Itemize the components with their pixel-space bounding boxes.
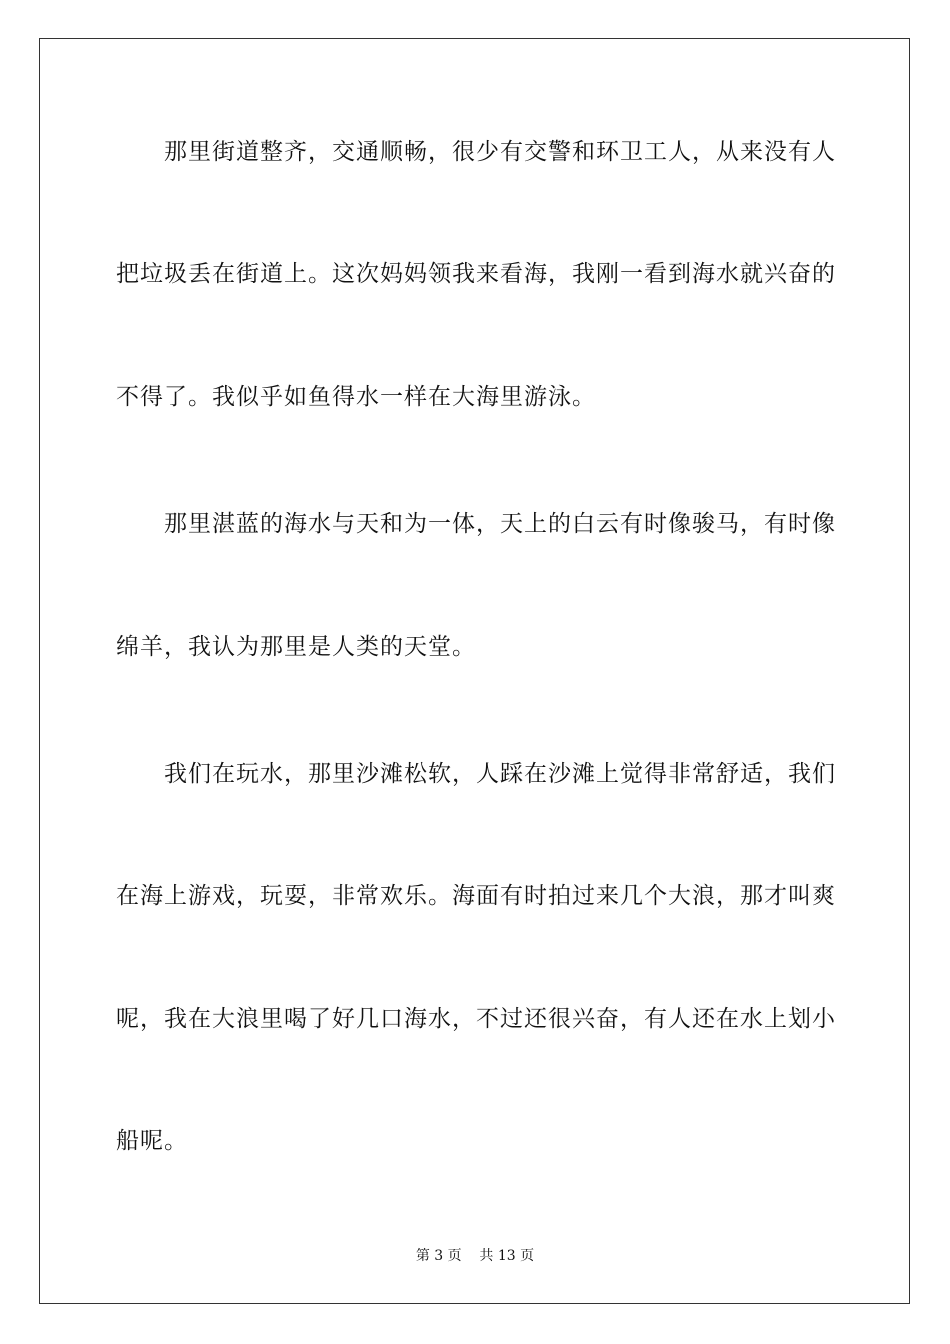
paragraph-3-line-4: 船呢。 [116, 1128, 188, 1154]
paragraph-2-line-1: 那里湛蓝的海水与天和为一体，天上的白云有时像骏马，有时像 [164, 511, 836, 537]
page-number-footer: 第 3 页 共 13 页 [415, 1248, 535, 1264]
paragraph-3-line-1: 我们在玩水，那里沙滩松软，人踩在沙滩上觉得非常舒适，我们 [164, 761, 836, 787]
paragraph-1-line-3: 不得了。我似乎如鱼得水一样在大海里游泳。 [116, 384, 596, 410]
paragraph-2-line-2: 绵羊，我认为那里是人类的天堂。 [116, 634, 476, 660]
paragraph-3-line-2: 在海上游戏，玩耍，非常欢乐。海面有时拍过来几个大浪，那才叫爽 [116, 883, 836, 909]
paragraph-1-line-1: 那里街道整齐，交通顺畅，很少有交警和环卫工人，从来没有人 [164, 139, 836, 165]
paragraph-1-line-2: 把垃圾丢在街道上。这次妈妈领我来看海，我刚一看到海水就兴奋的 [116, 261, 836, 287]
paragraph-3-line-3: 呢，我在大浪里喝了好几口海水，不过还很兴奋，有人还在水上划小 [116, 1006, 836, 1032]
page-frame [39, 38, 910, 1304]
